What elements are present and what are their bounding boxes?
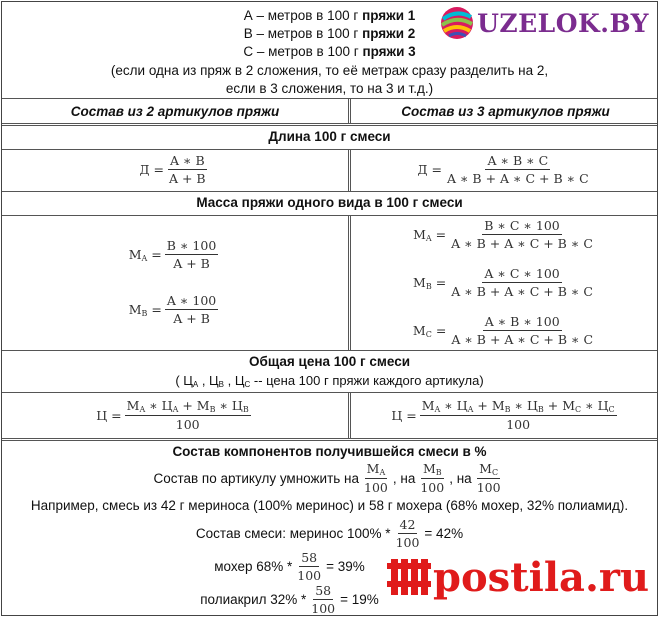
composition-calc-2: мохер 68% * $\frac{58}{100}$ = 39% bbox=[214, 550, 365, 583]
length-formulas bbox=[2, 150, 657, 192]
mass-formula-a-2: $M_A$ = $\frac{B ∗ 100}{A + B}$ bbox=[128, 238, 217, 271]
mass-formulas bbox=[2, 216, 657, 351]
price-right-numerator: $M_A$ ∗ $Ц_A + M_B$ ∗ $Ц_B + M_C$ ∗ $Ц_C$ bbox=[421, 398, 615, 414]
composition-line-1: Состав по артикулу умножить на $\frac{M_A}{100}$ , на $\frac{M_B}{100}$ , на $\frac{M_C}{100}$ bbox=[153, 461, 501, 495]
price-left-numerator: $M_A$ ∗ $Ц_A + M_B$ ∗ $Ц_B$ bbox=[126, 398, 249, 414]
length-title-row bbox=[2, 126, 657, 150]
right-column-header: Состав из 3 артикулов пряжи bbox=[401, 104, 610, 119]
mass-formula-a-3: $M_A$ = $\frac{B ∗ C ∗ 100}{A ∗ B + A ∗ C + B ∗ C}$ bbox=[413, 218, 593, 251]
mass-formula-b-3: $M_B$ = $\frac{A ∗ C ∗ 100}{A ∗ B + A ∗ C + B ∗ C}$ bbox=[413, 266, 593, 299]
column-headers bbox=[2, 99, 657, 126]
left-column-header: Состав из 2 артикулов пряжи bbox=[70, 104, 280, 119]
price-formulas bbox=[2, 393, 657, 441]
postila-logo-icon bbox=[385, 553, 433, 601]
uzelok-logo bbox=[439, 5, 649, 41]
price-formula-3: Ц = $\frac{M_A ∗ Ц_A + M_B ∗ Ц_B + M_C ∗ Ц_C}{100}$ bbox=[391, 398, 615, 432]
price-title: Общая цена 100 г смеси bbox=[248, 354, 411, 369]
logo-text: UZELOK.BY bbox=[477, 8, 649, 38]
length-formula-2: Д = $\frac{A ∗ B}{A + B}$ bbox=[139, 153, 206, 186]
intro-note-1: (если одна из пряж в 2 сложения, то её метраж сразу разделить на 2, bbox=[110, 63, 549, 78]
mass-formula-c-3: $M_C$ = $\frac{A ∗ B ∗ 100}{A ∗ B + A ∗ C + B ∗ C}$ bbox=[412, 314, 594, 347]
yarn-ball-icon bbox=[439, 5, 475, 41]
price-formula-2: Ц = $\frac{M_A ∗ Ц_A + M_B ∗ Ц_B}{100}$ bbox=[96, 398, 249, 432]
intro-line-b: В – метров в 100 г пряжи 2 bbox=[243, 26, 416, 41]
price-note: ( $Ц_А$ , $Ц_В$ , $Ц_С$ -- цена 100 г пряжи каждого артикула) bbox=[175, 373, 484, 389]
length-title: Длина 100 г смеси bbox=[268, 129, 391, 144]
intro-note-2: если в 3 сложения, то на 3 и т.д.) bbox=[225, 81, 434, 96]
watermark-text: postila.ru bbox=[433, 553, 650, 601]
composition-calc-3: полиакрил 32% * $\frac{58}{100}$ = 19% bbox=[200, 583, 379, 616]
length-formula-3: Д = $\frac{A ∗ B ∗ C}{A ∗ B + A ∗ C + B ∗ C}$ bbox=[417, 153, 589, 186]
intro-line-c: С – метров в 100 г пряжи 3 bbox=[243, 44, 416, 59]
composition-example: Например, смесь из 42 г мериноса (100% меринос) и 58 г мохера (68% мохер, 32% полиамид). bbox=[30, 498, 629, 513]
formula-table bbox=[1, 1, 658, 616]
mass-title: Масса пряжи одного вида в 100 г смеси bbox=[196, 195, 463, 210]
price-title-row bbox=[2, 351, 657, 393]
intro-line-a: А – метров в 100 г пряжи 1 bbox=[243, 8, 416, 23]
postila-watermark bbox=[385, 553, 649, 601]
mass-title-row bbox=[2, 192, 657, 216]
composition-title: Состав компонентов получившейся смеси в % bbox=[172, 444, 487, 459]
mass-formula-b-2: $M_B$ = $\frac{A ∗ 100}{A + B}$ bbox=[128, 293, 217, 326]
composition-calc-1: Состав смеси: меринос 100% * $\frac{42}{100}$ = 42% bbox=[195, 517, 464, 550]
